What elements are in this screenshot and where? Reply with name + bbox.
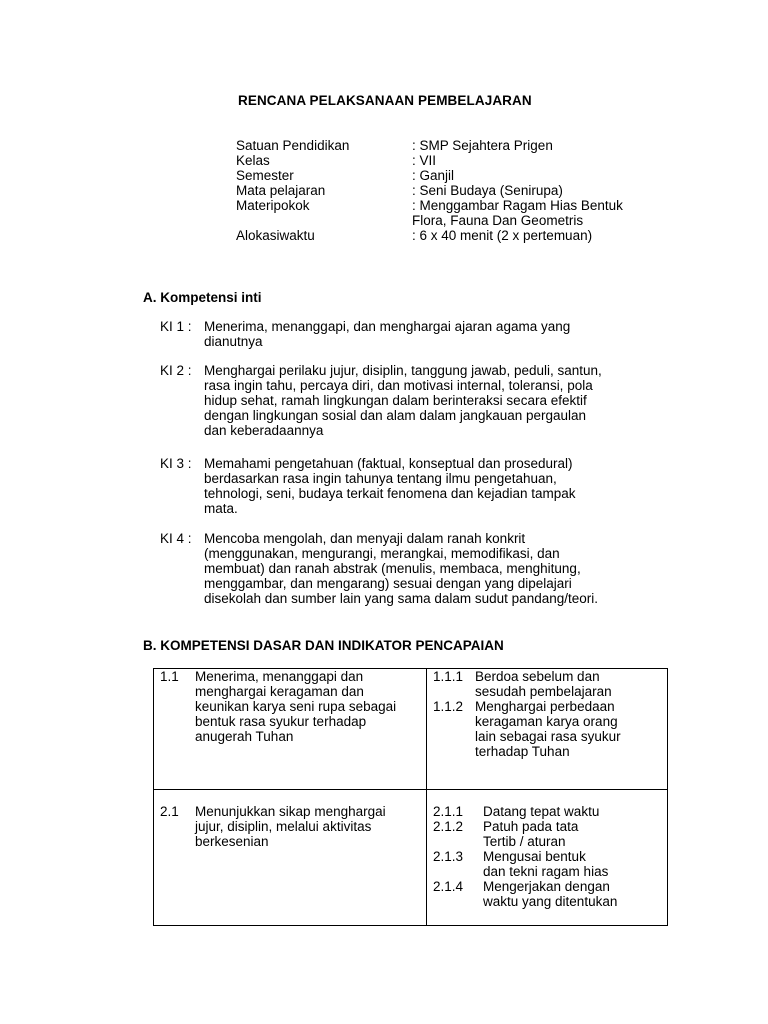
indicator-number: 1.1.2 — [433, 699, 464, 714]
indicator-item — [433, 669, 667, 699]
info-label: Satuan Pendidikan — [236, 138, 350, 153]
indicator-item — [433, 804, 667, 819]
info-value: : VII — [412, 153, 437, 168]
info-value: : SMP Sejahtera Prigen — [412, 138, 553, 153]
info-label: Semester — [236, 168, 294, 183]
info-row-materi — [236, 198, 676, 228]
info-row-kelas — [236, 153, 676, 168]
indicator-text: Berdoa sebelum dan sesudah pembelajaran — [475, 669, 612, 699]
ki-label: KI 1 : — [160, 319, 192, 334]
kd-cell — [154, 790, 427, 926]
kd-number: 1.1 — [160, 669, 179, 684]
ki-label: KI 2 : — [160, 363, 192, 378]
indicator-cell — [427, 669, 668, 790]
document-title: RENCANA PELAKSANAAN PEMBELAJARAN — [238, 93, 532, 108]
info-row-semester — [236, 168, 676, 183]
indicator-number: 2.1.3 — [433, 849, 464, 864]
info-label: Materipokok — [236, 198, 310, 213]
table-row — [154, 790, 668, 926]
indicator-text: Mengusai bentuk dan tekni ragam hias — [483, 849, 609, 879]
indicator-item — [433, 879, 667, 909]
indicator-text: Menghargai perbedaan keragaman karya orang lain sebagai rasa syukur terhadap Tuhan — [475, 699, 621, 759]
indicator-item — [433, 849, 667, 879]
kd-item — [160, 804, 426, 849]
indicator-number: 2.1.2 — [433, 819, 464, 834]
ki-3 — [160, 456, 660, 516]
indicator-number: 2.1.4 — [433, 879, 464, 894]
kd-item — [160, 669, 426, 744]
info-row-mapel — [236, 183, 676, 198]
kd-indicator-table — [153, 668, 668, 926]
info-row-alokasi — [236, 228, 676, 243]
info-row-satuan — [236, 138, 676, 153]
info-value: : Menggambar Ragam Hias Bentuk Flora, Fauna Dan Geometris — [412, 198, 623, 228]
ki-4 — [160, 531, 660, 606]
section-b-heading: B. KOMPETENSI DASAR DAN INDIKATOR PENCAPAIAN — [143, 638, 504, 653]
indicator-text: Mengerjakan dengan waktu yang ditentukan — [483, 879, 618, 909]
indicator-item — [433, 819, 667, 849]
info-label: Kelas — [236, 153, 270, 168]
info-value: : Seni Budaya (Senirupa) — [412, 183, 563, 198]
identity-block — [236, 138, 676, 243]
ki-text: Mencoba mengolah, dan menyaji dalam ranah konkrit (menggunakan, mengurangi, merangkai, memodifikasi, dan membuat) dan ranah abstrak (menulis, membaca, menghitung, menggambar, dan mengarang) sesuai dengan yang dipelajari disekolah dan sumber lain yang sama dalam sudut pandang/teori. — [204, 531, 598, 606]
ki-1 — [160, 319, 660, 349]
ki-text: Menghargai perilaku jujur, disiplin, tanggung jawab, peduli, santun, rasa ingin tahu, percaya diri, dan motivasi internal, toleransi, pola hidup sehat, ramah lingkungan dalam berinteraksi secara efektif dengan lingkungan sosial dan alam dalam jangkauan pergaulan dan keberadaannya — [204, 363, 602, 438]
indicator-cell — [427, 790, 668, 926]
indicator-item — [433, 699, 667, 759]
ki-label: KI 4 : — [160, 531, 192, 546]
indicator-number: 2.1.1 — [433, 804, 464, 819]
kd-text: Menerima, menanggapi dan menghargai keragaman dan keunikan karya seni rupa sebagai bentuk rasa syukur terhadap anugerah Tuhan — [195, 669, 397, 744]
indicator-text: Patuh pada tata Tertib / aturan — [483, 819, 579, 849]
info-label: Alokasiwaktu — [236, 228, 315, 243]
ki-label: KI 3 : — [160, 456, 192, 471]
info-value: : 6 x 40 menit (2 x pertemuan) — [412, 228, 593, 243]
kd-text: Menunjukkan sikap menghargai jujur, disiplin, melalui aktivitas berkesenian — [195, 804, 386, 849]
ki-text: Menerima, menanggapi, dan menghargai ajaran agama yang dianutnya — [204, 319, 571, 349]
ki-2 — [160, 363, 660, 438]
kd-number: 2.1 — [160, 804, 179, 819]
table-row — [154, 669, 668, 790]
indicator-text: Datang tepat waktu — [483, 804, 600, 819]
indicator-number: 1.1.1 — [433, 669, 464, 684]
section-a-heading: A. Kompetensi inti — [143, 290, 262, 305]
kd-cell — [154, 669, 427, 790]
info-value: : Ganjil — [412, 168, 455, 183]
ki-text: Memahami pengetahuan (faktual, konseptual dan prosedural) berdasarkan rasa ingin tahunya tentang ilmu pengetahuan, tehnologi, seni, budaya terkait fenomena dan kejadian tampak mata. — [204, 456, 576, 516]
info-label: Mata pelajaran — [236, 183, 326, 198]
